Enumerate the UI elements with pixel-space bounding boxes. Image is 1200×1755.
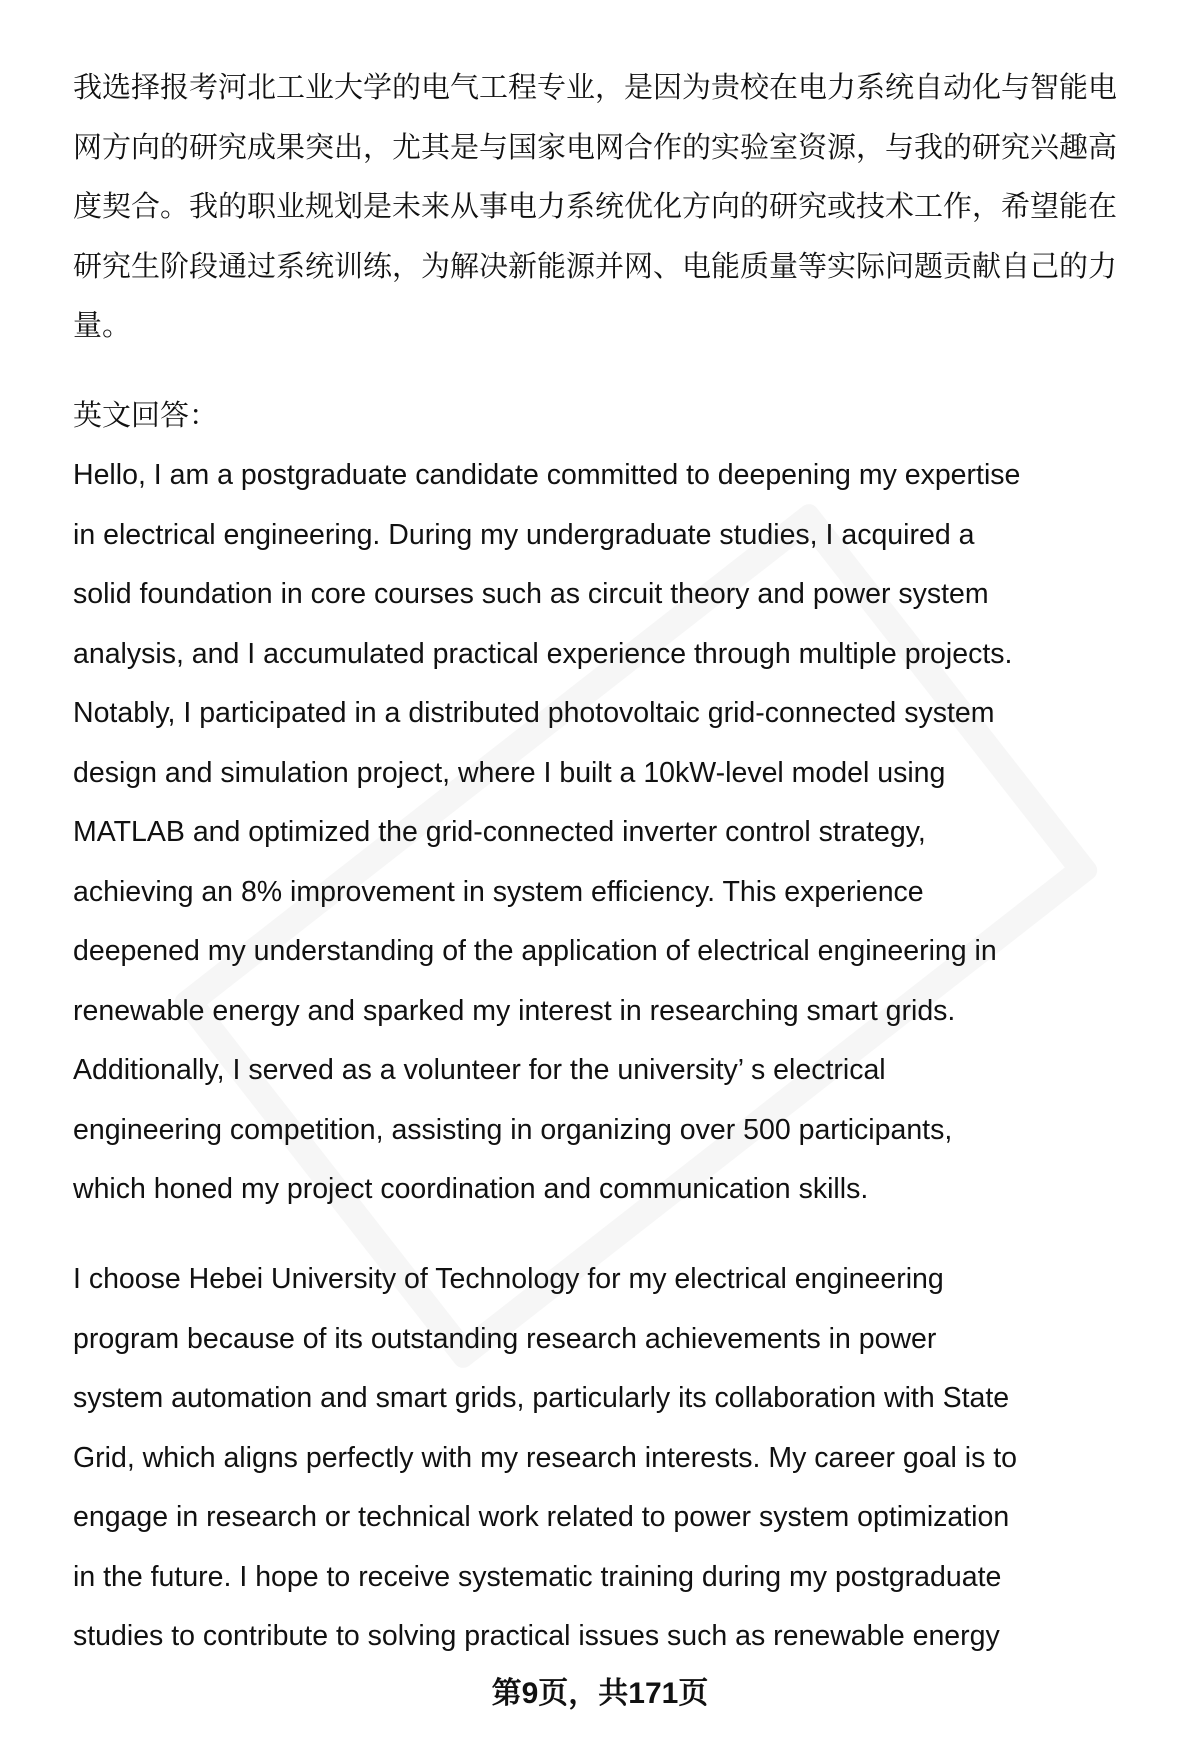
text-line: 我选择报考河北工业大学的电气工程专业，是因为贵校在电力系统自动化与智能电 bbox=[73, 72, 1118, 104]
text-line: solid foundation in core courses such as circuit theory and power system bbox=[73, 578, 989, 610]
text-line: Hello, I am a postgraduate candidate committed to deepening my expertise bbox=[73, 459, 1021, 491]
text-line: in electrical engineering. During my undergraduate studies, I acquired a bbox=[73, 518, 975, 551]
text-line: engage in research or technical work related to power system optimization bbox=[73, 1501, 1010, 1533]
text-line: MATLAB and optimized the grid-connected inverter control strategy, bbox=[73, 816, 926, 848]
text-line: analysis, and I accumulated practical experience through multiple projects. bbox=[73, 637, 1013, 670]
page-number: 第9页，共171页 bbox=[491, 1677, 709, 1710]
english-paragraph-1 bbox=[73, 446, 1160, 1220]
text-line: which honed my project coordination and communication skills. bbox=[73, 1173, 869, 1205]
english-paragraph-2 bbox=[73, 1250, 1160, 1667]
text-line: 度契合。我的职业规划是未来从事电力系统优化方向的研究或技术工作，希望能在 bbox=[73, 191, 1118, 223]
text-line: studies to contribute to solving practical issues such as renewable energy bbox=[73, 1620, 1000, 1652]
chinese-paragraph bbox=[73, 59, 1160, 357]
text-line: renewable energy and sparked my interest in researching smart grids. bbox=[73, 994, 956, 1027]
text-line: 研究生阶段通过系统训练，为解决新能源并网、电能质量等实际问题贡献自己的力 bbox=[73, 250, 1118, 283]
text-line: deepened my understanding of the application of electrical engineering in bbox=[73, 935, 997, 967]
english-answer-heading: 英文回答： bbox=[73, 400, 219, 432]
text-line: engineering competition, assisting in organizing over 500 participants, bbox=[73, 1113, 953, 1146]
text-line: design and simulation project, where I built a 10kW-level model using bbox=[73, 756, 946, 789]
text-line: achieving an 8% improvement in system efficiency. This experience bbox=[73, 875, 924, 908]
text-line: Additionally, I served as a volunteer for the university’ s electrical bbox=[73, 1054, 886, 1086]
text-line: Notably, I participated in a distributed photovoltaic grid-connected system bbox=[73, 697, 995, 729]
text-line: program because of its outstanding research achievements in power bbox=[73, 1322, 937, 1355]
text-line: system automation and smart grids, particularly its collaboration with State bbox=[73, 1382, 1010, 1414]
text-line: in the future. I hope to receive systematic training during my postgraduate bbox=[73, 1560, 1002, 1593]
text-line: 量。 bbox=[73, 310, 132, 342]
text-line: Grid, which aligns perfectly with my research interests. My career goal is to bbox=[73, 1441, 1018, 1474]
text-line: I choose Hebei University of Technology for my electrical engineering bbox=[73, 1263, 944, 1295]
text-line: 网方向的研究成果突出，尤其是与国家电网合作的实验室资源，与我的研究兴趣高 bbox=[73, 131, 1118, 164]
